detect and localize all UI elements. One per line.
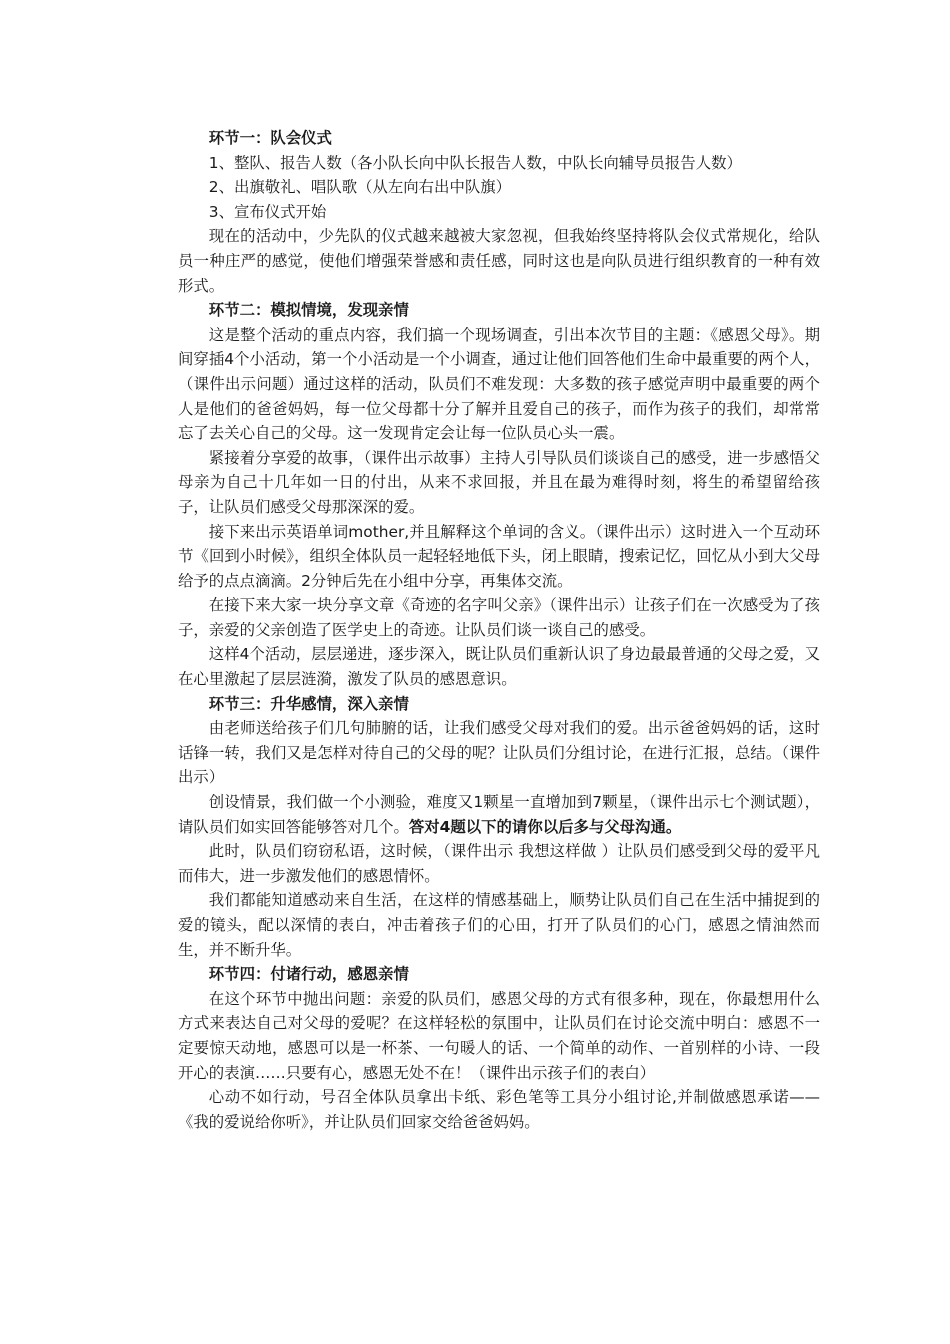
section-1-heading: 环节一：队会仪式 <box>208 129 332 147</box>
section-1-item-1: 1、整队、报告人数（各小队长向中队长报告人数，中队长向辅导员报告人数） <box>208 153 742 172</box>
section-3-paragraph-2-text: 创设情景，我们做一个小测验，难度又1颗星一直增加到7颗星，（课件出示七个测试题），请队员们如实回答能够答对几个。 <box>178 793 820 836</box>
section-4-heading: 环节四：付诸行动，感恩亲情 <box>208 965 409 984</box>
section-4-paragraph-1: 在这个环节中抛出问题：亲爱的队员们，感恩父母的方式有很多种，现在，你最想用什么方式来表达自己对父母的爱呢？在这样轻松的氛围中，让队员们在讨论交流中明白：感恩不一定要惊天动地，感恩可以是一杯茶、一句暖人的话、一个简单的动作、一首别样的小诗、一段开心的表演……只要有心，感恩无处不在！（课件出示孩子们的表白） <box>178 989 820 1082</box>
section-2-paragraph-4: 在接下来大家一块分享文章《奇迹的名字叫父亲》（课件出示）让孩子们在一次感受为了孩子，亲爱的父亲创造了医学史上的奇迹。让队员们谈一谈自己的感受。 <box>178 596 820 639</box>
section-1-item-2: 2、出旗敬礼、唱队歌（从左向右出中队旗） <box>208 178 512 197</box>
section-2-paragraph-3: 接下来出示英语单词mother,并且解释这个单词的含义。（课件出示）这时进入一个互动环节《回到小时候》，组织全体队员一起轻轻地低下头，闭上眼睛，搜索记忆，回忆从小到大父母给予的点点滴滴。2分钟后先在小组中分享，再集体交流。 <box>178 522 820 590</box>
document-page <box>178 126 820 1134</box>
section-2-paragraph-1: 这是整个活动的重点内容，我们搞一个现场调查，引出本次节目的主题：《感恩父母》。期间穿插4个小活动，第一个小活动是一个小调查，通过让他们回答他们生命中最重要的两个人，（课件出示问题）通过这样的活动，队员们不难发现：大多数的孩子感觉声明中最重要的两个人是他们的爸爸妈妈，每一位父母都十分了解并且爱自己的孩子，而作为孩子的我们，却常常忘了去关心自己的父母。这一发现肯定会让每一位队员心头一震。 <box>178 325 820 443</box>
section-4-paragraph-2: 心动不如行动，号召全体队员拿出卡纸、彩色笔等工具分小组讨论,并制做感恩承诺——《我的爱说给你听》，并让队员们回家交给爸爸妈妈。 <box>178 1088 820 1131</box>
section-3-paragraph-2 <box>178 790 820 839</box>
section-2-paragraph-5: 这样4个活动，层层递进，逐步深入，既让队员们重新认识了身边最最普通的父母之爱，又在心里激起了层层涟漪，激发了队员的感恩意识。 <box>178 645 820 689</box>
section-3-paragraph-1: 由老师送给孩子们几句肺腑的话，让我们感受父母对我们的爱。出示爸爸妈妈的话，这时话锋一转，我们又是怎样对待自己的父母的呢？让队员们分组讨论，在进行汇报，总结。（课件出示） <box>178 719 820 787</box>
section-3-heading: 环节三：升华感情，深入亲情 <box>208 694 409 713</box>
section-3-paragraph-2-emphasis: 答对4题以下的请你以后多与父母沟通。 <box>408 817 682 836</box>
section-2-heading: 环节二：模拟情境，发现亲情 <box>208 301 409 320</box>
section-1-item-3: 3、宣布仪式开始 <box>208 202 327 221</box>
section-3-paragraph-3: 此时，队员们窃窃私语，这时候，（课件出示 我想这样做 ）让队员们感受到父母的爱平凡而伟大，进一步激发他们的感恩情怀。 <box>178 842 820 885</box>
section-1-paragraph: 现在的活动中，少先队的仪式越来越被大家忽视，但我始终坚持将队会仪式常规化，给队员一种庄严的感觉，使他们增强荣誉感和责任感，同时这也是向队员进行组织教育的一种有效形式。 <box>178 227 820 295</box>
section-3-paragraph-4: 我们都能知道感动来自生活，在这样的情感基础上，顺势让队员们自己在生活中捕捉到的爱的镜头，配以深情的表白，冲击着孩子们的心田，打开了队员们的心门，感恩之情油然而生，并不断升华。 <box>178 891 820 959</box>
section-2-paragraph-2: 紧接着分享爱的故事，（课件出示故事）主持人引导队员们谈谈自己的感受，进一步感悟父母亲为自己十几年如一日的付出，从来不求回报，并且在最为难得时刻，将生的希望留给孩子，让队员们感受父母那深深的爱。 <box>178 448 820 516</box>
